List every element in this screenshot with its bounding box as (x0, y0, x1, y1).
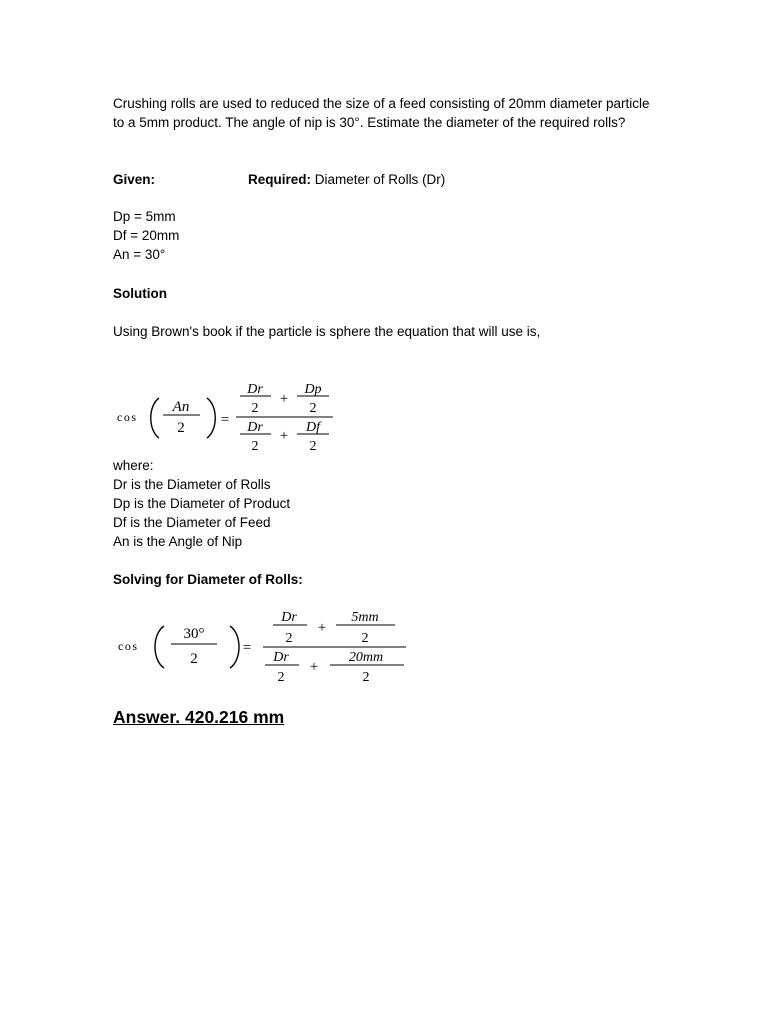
solving-label: Solving for Diameter of Rolls: (113, 572, 303, 587)
cos-function: cos (117, 410, 138, 424)
bottom-left-numerator: Dr (247, 420, 263, 435)
equals-sign: = (220, 412, 230, 428)
top-plus: + (317, 620, 327, 636)
bottom-plus: + (309, 659, 319, 675)
top-right-numerator: Dp (304, 382, 322, 397)
left-paren (151, 398, 159, 438)
bottom-left-denominator: 2 (277, 670, 285, 685)
cos-function: cos (118, 639, 139, 653)
given-df: Df = 20mm (113, 228, 180, 243)
definition-df: Df is the Diameter of Feed (113, 515, 271, 530)
arg-denominator: 2 (190, 651, 198, 667)
problem-statement: Crushing rolls are used to reduced the size of a feed consisting of 20mm diameter particle to a 5mm product. The angle of nip is 30°. Estimate the diameter of the required rolls? (113, 96, 650, 130)
bottom-left-numerator: Dr (273, 650, 289, 665)
top-left-numerator: Dr (281, 610, 297, 625)
bottom-left-denominator: 2 (251, 439, 259, 454)
required-label: Required: (248, 172, 312, 187)
bottom-right-numerator: 20mm (348, 650, 384, 665)
bottom-right-numerator: Df (306, 420, 320, 435)
solution-intro: Using Brown's book if the particle is sphere the equation that will use is, (113, 324, 541, 339)
required-value: Diameter of Rolls (Dr) (314, 172, 446, 187)
top-left-numerator: Dr (247, 382, 263, 397)
nip-angle-equation (113, 375, 353, 460)
top-left-denominator: 2 (285, 631, 293, 646)
definition-an: An is the Angle of Nip (113, 534, 243, 549)
given-dp: Dp = 5mm (113, 209, 176, 224)
equals-sign: = (242, 640, 252, 656)
bottom-right-denominator: 2 (309, 439, 317, 454)
substituted-equation (113, 603, 423, 688)
where-label: where: (113, 458, 154, 473)
top-right-numerator: 5mm (351, 610, 379, 625)
top-plus: + (279, 391, 289, 407)
arg-numerator: An (172, 399, 190, 415)
right-paren (207, 398, 215, 438)
definition-dr: Dr is the Diameter of Rolls (113, 477, 271, 492)
top-right-denominator: 2 (361, 631, 369, 646)
arg-denominator: 2 (177, 420, 185, 436)
definition-dp: Dp is the Diameter of Product (113, 496, 291, 511)
given-label: Given: (113, 172, 156, 187)
answer: Answer. 420.216 mm (113, 707, 285, 727)
given-an: An = 30° (113, 247, 166, 262)
bottom-right-denominator: 2 (362, 670, 370, 685)
required-line (248, 170, 445, 189)
bottom-plus: + (279, 428, 289, 444)
right-paren (230, 626, 239, 668)
top-left-denominator: 2 (251, 401, 259, 416)
top-right-denominator: 2 (309, 401, 317, 416)
solution-label: Solution (113, 286, 167, 301)
left-paren (155, 626, 164, 668)
arg-numerator: 30° (183, 626, 205, 642)
